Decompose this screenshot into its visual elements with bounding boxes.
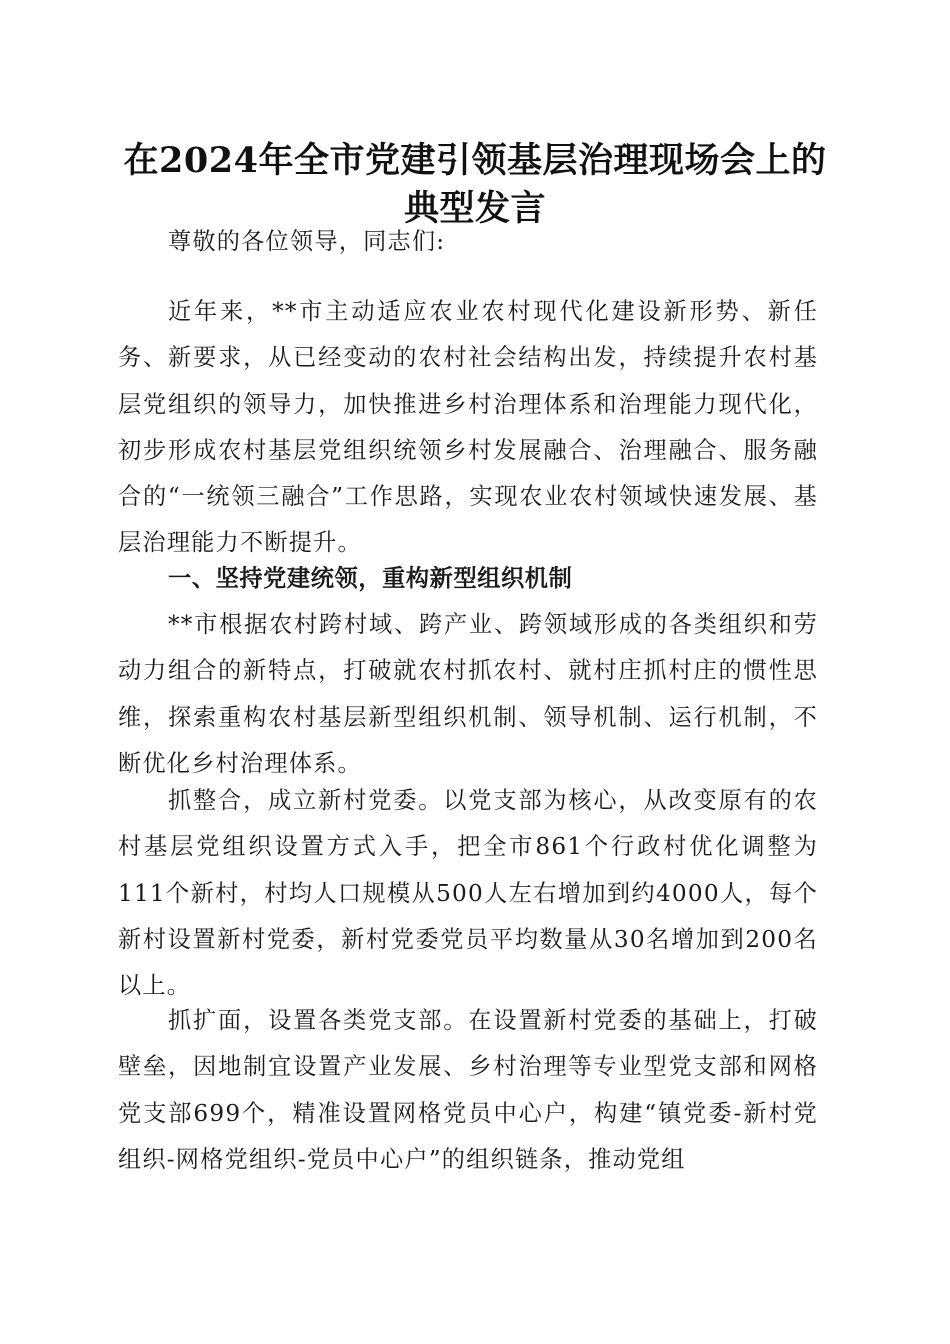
document-title-line-1: 在2024年全市党建引领基层治理现场会上的: [123, 140, 827, 181]
salutation: 尊敬的各位领导，同志们:: [168, 228, 446, 255]
paragraph-intro: 近年来，**市主动适应农业农村现代化建设新形势、新任务、新要求，从已经变动的农村社会结构出发，持续提升农村基层党组织的领导力，加快推进乡村治理体系和治理能力现代化，初步形成农村基层党组织统领乡村发展融合、治理融合、服务融合的“一统领三融合”工作思路，实现农业农村领域快速发展、基层治理能力不断提升。: [118, 298, 818, 557]
section-heading-1: 一、坚持党建统领，重构新型组织机制: [168, 565, 573, 592]
paragraph-integration: 抓整合，成立新村党委。以党支部为核心，从改变原有的农村基层党组织设置方式入手，把全市861个行政村优化调整为111个新村，村均人口规模从500人左右增加到约4000人，每个新村设置新村党委，新村党委党员平均数量从30名增加到200名以上。: [118, 787, 818, 1000]
paragraph-section-1-overview: **市根据农村跨村域、跨产业、跨领域形成的各类组织和劳动力组合的新特点，打破就农村抓农村、就村庄抓村庄的惯性思维，探索重构农村基层新型组织机制、领导机制、运行机制，不断优化乡村治理体系。: [118, 611, 818, 777]
document-title-line-2: 典型发言: [403, 188, 546, 229]
paragraph-expansion: 抓扩面，设置各类党支部。在设置新村党委的基础上，打破壁垒，因地制宜设置产业发展、乡村治理等专业型党支部和网格党支部699个，精准设置网格党员中心户，构建“镇党委-新村党组织-网格党组织-党员中心户”的组织链条，推动党组: [118, 1007, 818, 1173]
